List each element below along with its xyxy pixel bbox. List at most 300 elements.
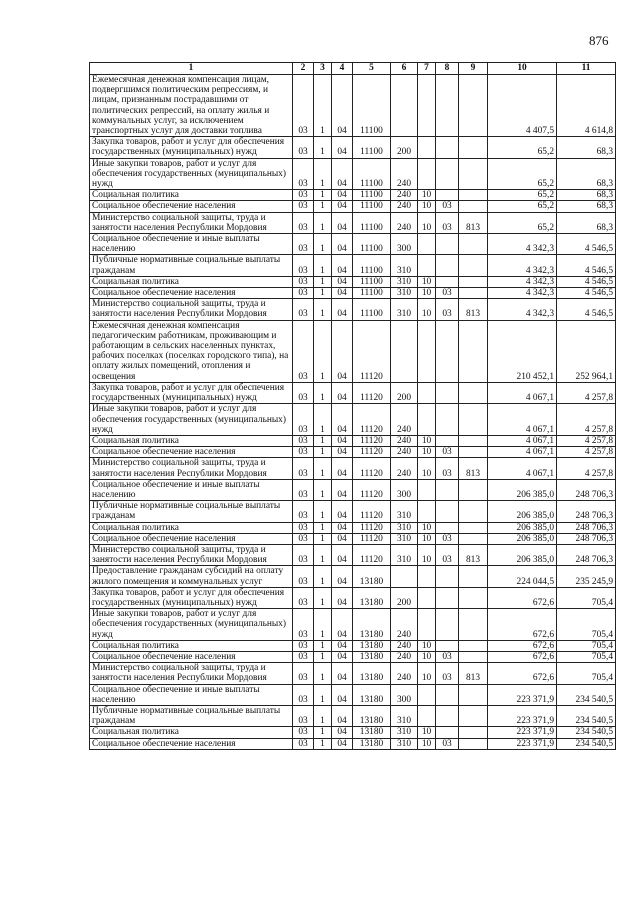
code-cell: 11100 [353,234,391,255]
amount-cell: 248 706,3 [557,533,616,544]
code-cell [459,255,488,276]
code-cell: 11120 [353,382,391,403]
amount-cell: 234 540,5 [557,684,616,705]
code-cell: 1 [314,299,332,320]
code-cell: 04 [332,201,353,212]
code-cell [459,705,488,726]
code-cell: 300 [391,684,418,705]
table-row [90,663,616,684]
code-cell: 1 [314,234,332,255]
amount-cell: 4 342,3 [488,288,557,299]
row-name-cell: Социальное обеспечение населения [90,447,293,458]
code-cell [459,447,488,458]
code-cell [391,566,418,587]
column-header: 5 [353,63,391,75]
code-cell [459,201,488,212]
code-cell [459,404,488,436]
code-cell: 11120 [353,501,391,522]
row-name-cell: Социальная политика [90,435,293,446]
code-cell [436,435,459,446]
amount-cell: 252 964,1 [557,320,616,382]
code-cell: 04 [332,533,353,544]
table-row [90,587,616,608]
amount-cell: 248 706,3 [557,522,616,533]
code-cell: 03 [436,651,459,662]
code-cell: 04 [332,458,353,479]
row-name-cell: Социальная политика [90,522,293,533]
amount-cell: 705,4 [557,663,616,684]
amount-cell: 4 067,1 [488,382,557,403]
table-row [90,288,616,299]
row-name-cell: Иные закупки товаров, работ и услуг для обеспечения государственных (муниципальных) нужд [90,404,293,436]
code-cell: 03 [293,255,314,276]
row-name-cell: Министерство социальной защиты, труда и занятости населения Республики Мордовия [90,212,293,233]
code-cell: 04 [332,255,353,276]
code-cell [459,75,488,137]
column-header: 7 [418,63,436,75]
code-cell [436,587,459,608]
amount-cell: 672,6 [488,651,557,662]
code-cell: 03 [436,738,459,749]
amount-cell: 248 706,3 [557,501,616,522]
code-cell: 1 [314,544,332,565]
code-cell [436,705,459,726]
code-cell: 11120 [353,533,391,544]
code-cell: 310 [391,533,418,544]
code-cell [436,255,459,276]
code-cell: 04 [332,137,353,158]
code-cell: 03 [293,479,314,500]
table-row [90,684,616,705]
table-row [90,651,616,662]
code-cell: 240 [391,404,418,436]
amount-cell: 224 044,5 [488,566,557,587]
code-cell: 1 [314,458,332,479]
code-cell: 03 [293,684,314,705]
table-row [90,738,616,749]
code-cell: 03 [293,501,314,522]
table-row [90,320,616,382]
column-header: 10 [488,63,557,75]
table-row [90,479,616,500]
amount-cell: 65,2 [488,212,557,233]
row-name-cell: Социальная политика [90,190,293,201]
table-row [90,158,616,190]
row-name-cell: Министерство социальной защиты, труда и занятости населения Республики Мордовия [90,458,293,479]
code-cell: 1 [314,684,332,705]
amount-cell: 65,2 [488,190,557,201]
code-cell: 04 [332,299,353,320]
amount-cell: 4 067,1 [488,404,557,436]
code-cell [418,75,436,137]
code-cell: 10 [418,435,436,446]
code-cell: 04 [332,404,353,436]
code-cell [459,190,488,201]
table-header-row [90,63,616,75]
code-cell: 11100 [353,255,391,276]
code-cell [459,738,488,749]
row-name-cell: Социальное обеспечение и иные выплаты населению [90,684,293,705]
code-cell: 04 [332,640,353,651]
code-cell: 813 [459,212,488,233]
code-cell: 1 [314,382,332,403]
code-cell: 04 [332,705,353,726]
table-row [90,640,616,651]
code-cell: 03 [293,544,314,565]
code-cell: 13180 [353,705,391,726]
code-cell: 03 [293,458,314,479]
code-cell: 1 [314,212,332,233]
amount-cell: 68,3 [557,190,616,201]
amount-cell: 68,3 [557,158,616,190]
code-cell [418,501,436,522]
amount-cell: 210 452,1 [488,320,557,382]
code-cell: 13180 [353,609,391,641]
code-cell: 1 [314,288,332,299]
code-cell: 11120 [353,320,391,382]
code-cell [459,276,488,287]
code-cell: 10 [418,727,436,738]
amount-cell: 4 546,5 [557,299,616,320]
code-cell: 04 [332,447,353,458]
code-cell: 200 [391,137,418,158]
amount-cell: 68,3 [557,201,616,212]
code-cell: 1 [314,533,332,544]
table-row [90,609,616,641]
amount-cell: 65,2 [488,158,557,190]
code-cell: 240 [391,435,418,446]
code-cell: 1 [314,587,332,608]
code-cell [459,234,488,255]
amount-cell: 672,6 [488,663,557,684]
code-cell [418,705,436,726]
code-cell: 13180 [353,738,391,749]
amount-cell: 672,6 [488,609,557,641]
code-cell: 04 [332,158,353,190]
table-row [90,727,616,738]
row-name-cell: Министерство социальной защиты, труда и занятости населения Республики Мордовия [90,299,293,320]
code-cell [418,404,436,436]
code-cell: 13180 [353,566,391,587]
row-name-cell: Социальное обеспечение населения [90,738,293,749]
column-header: 8 [436,63,459,75]
code-cell: 310 [391,288,418,299]
row-name-cell: Закупка товаров, работ и услуг для обеспечения государственных (муниципальных) нужд [90,587,293,608]
code-cell: 03 [293,382,314,403]
code-cell: 200 [391,587,418,608]
code-cell [418,566,436,587]
code-cell: 03 [436,212,459,233]
code-cell [436,137,459,158]
row-name-cell: Публичные нормативные социальные выплаты гражданам [90,255,293,276]
amount-cell: 4 407,5 [488,75,557,137]
amount-cell: 206 385,0 [488,533,557,544]
row-name-cell: Закупка товаров, работ и услуг для обеспечения государственных (муниципальных) нужд [90,382,293,403]
code-cell: 04 [332,276,353,287]
code-cell: 10 [418,651,436,662]
code-cell: 04 [332,288,353,299]
column-header: 6 [391,63,418,75]
code-cell: 04 [332,587,353,608]
code-cell: 1 [314,727,332,738]
code-cell: 200 [391,382,418,403]
row-name-cell: Публичные нормативные социальные выплаты гражданам [90,501,293,522]
code-cell: 1 [314,201,332,212]
code-cell: 1 [314,404,332,436]
code-cell: 03 [293,201,314,212]
code-cell: 310 [391,299,418,320]
code-cell: 240 [391,212,418,233]
amount-cell: 223 371,9 [488,727,557,738]
amount-cell: 206 385,0 [488,522,557,533]
code-cell: 1 [314,522,332,533]
amount-cell: 4 257,8 [557,435,616,446]
row-name-cell: Социальное обеспечение населения [90,651,293,662]
amount-cell: 672,6 [488,640,557,651]
code-cell: 03 [293,587,314,608]
table-row [90,544,616,565]
code-cell: 04 [332,234,353,255]
row-name-cell: Предоставление гражданам субсидий на оплату жилого помещения и коммунальных услуг [90,566,293,587]
code-cell [418,587,436,608]
code-cell [459,288,488,299]
code-cell: 04 [332,190,353,201]
code-cell [459,609,488,641]
amount-cell: 223 371,9 [488,684,557,705]
code-cell: 1 [314,435,332,446]
code-cell: 11100 [353,288,391,299]
code-cell: 10 [418,522,436,533]
code-cell [459,522,488,533]
table-row [90,190,616,201]
column-header: 11 [557,63,616,75]
amount-cell: 4 067,1 [488,435,557,446]
code-cell [436,479,459,500]
code-cell: 03 [293,566,314,587]
code-cell: 240 [391,609,418,641]
table-row [90,458,616,479]
amount-cell: 4 067,1 [488,447,557,458]
code-cell: 1 [314,479,332,500]
code-cell: 10 [418,299,436,320]
amount-cell: 4 257,8 [557,447,616,458]
amount-cell: 705,4 [557,651,616,662]
code-cell [459,640,488,651]
code-cell: 11100 [353,201,391,212]
code-cell: 1 [314,738,332,749]
code-cell: 03 [293,705,314,726]
table-row [90,75,616,137]
code-cell: 03 [436,447,459,458]
code-cell [436,234,459,255]
page-number: 876 [589,33,609,48]
code-cell [436,684,459,705]
code-cell [391,320,418,382]
code-cell: 04 [332,75,353,137]
code-cell [459,566,488,587]
code-cell: 10 [418,663,436,684]
code-cell: 03 [436,288,459,299]
code-cell [436,501,459,522]
code-cell [436,382,459,403]
code-cell [436,404,459,436]
row-name-cell: Социальное обеспечение населения [90,533,293,544]
amount-cell: 4 257,8 [557,382,616,403]
code-cell: 1 [314,158,332,190]
table-row [90,447,616,458]
column-header: 1 [90,63,293,75]
code-cell: 04 [332,651,353,662]
amount-cell: 4 546,5 [557,255,616,276]
amount-cell: 235 245,9 [557,566,616,587]
row-name-cell: Министерство социальной защиты, труда и занятости населения Республики Мордовия [90,544,293,565]
code-cell: 1 [314,663,332,684]
code-cell [459,382,488,403]
code-cell: 03 [293,651,314,662]
code-cell: 04 [332,544,353,565]
code-cell: 1 [314,566,332,587]
code-cell: 10 [418,533,436,544]
code-cell: 310 [391,705,418,726]
code-cell: 310 [391,738,418,749]
code-cell: 11100 [353,190,391,201]
code-cell: 03 [436,299,459,320]
row-name-cell: Ежемесячная денежная компенсация лицам, подвергшимся политическим репрессиям, и лицам, признанным пострадавшими от политических репрессий, на оплату жилья и коммунальных услуг, за исключением транспортных услуг для доставки топлива [90,75,293,137]
code-cell: 04 [332,684,353,705]
code-cell: 13180 [353,663,391,684]
column-header: 3 [314,63,332,75]
code-cell: 310 [391,522,418,533]
code-cell: 03 [293,288,314,299]
code-cell [418,382,436,403]
code-cell: 11120 [353,479,391,500]
code-cell: 240 [391,651,418,662]
code-cell: 310 [391,501,418,522]
code-cell: 11120 [353,447,391,458]
code-cell: 04 [332,320,353,382]
code-cell: 11100 [353,137,391,158]
code-cell: 03 [293,404,314,436]
amount-cell: 234 540,5 [557,727,616,738]
code-cell: 03 [293,75,314,137]
code-cell: 11100 [353,276,391,287]
row-name-cell: Социальное обеспечение населения [90,201,293,212]
amount-cell: 4 067,1 [488,458,557,479]
code-cell: 11120 [353,522,391,533]
code-cell: 03 [293,522,314,533]
column-header: 4 [332,63,353,75]
code-cell: 11120 [353,435,391,446]
code-cell: 240 [391,663,418,684]
code-cell: 03 [293,738,314,749]
code-cell: 1 [314,705,332,726]
code-cell: 03 [293,640,314,651]
amount-cell: 65,2 [488,201,557,212]
code-cell [459,479,488,500]
code-cell: 813 [459,544,488,565]
row-name-cell: Социальная политика [90,640,293,651]
code-cell: 04 [332,382,353,403]
code-cell: 03 [293,533,314,544]
amount-cell: 234 540,5 [557,738,616,749]
table-row [90,705,616,726]
code-cell: 1 [314,640,332,651]
code-cell: 13180 [353,587,391,608]
table-row [90,201,616,212]
column-header: 9 [459,63,488,75]
table-row [90,522,616,533]
row-name-cell: Иные закупки товаров, работ и услуг для обеспечения государственных (муниципальных) нужд [90,609,293,641]
code-cell: 04 [332,663,353,684]
code-cell [459,320,488,382]
code-cell [418,609,436,641]
code-cell [459,501,488,522]
code-cell: 11100 [353,299,391,320]
amount-cell: 223 371,9 [488,705,557,726]
code-cell: 1 [314,501,332,522]
code-cell: 13180 [353,651,391,662]
code-cell: 10 [418,544,436,565]
code-cell: 03 [293,435,314,446]
code-cell: 04 [332,501,353,522]
code-cell [418,320,436,382]
row-name-cell: Социальная политика [90,276,293,287]
amount-cell: 4 257,8 [557,404,616,436]
code-cell [418,234,436,255]
row-name-cell: Социальное обеспечение населения [90,288,293,299]
row-name-cell: Социальное обеспечение и иные выплаты населению [90,234,293,255]
code-cell [459,137,488,158]
code-cell: 10 [418,458,436,479]
code-cell: 03 [293,212,314,233]
code-cell [418,158,436,190]
code-cell: 10 [418,447,436,458]
table-row [90,533,616,544]
code-cell: 13180 [353,684,391,705]
code-cell [436,727,459,738]
amount-cell: 705,4 [557,640,616,651]
code-cell: 04 [332,727,353,738]
code-cell: 10 [418,288,436,299]
amount-cell: 223 371,9 [488,738,557,749]
code-cell: 310 [391,255,418,276]
amount-cell: 4 546,5 [557,288,616,299]
code-cell: 03 [293,447,314,458]
row-name-cell: Социальная политика [90,727,293,738]
table-row [90,234,616,255]
code-cell [459,435,488,446]
amount-cell: 4 257,8 [557,458,616,479]
row-name-cell: Ежемесячная денежная компенсация педагогическим работникам, проживающим и работающим в сельских населенных пунктах, рабочих поселках (поселках городского типа), на оплату жилых помещений, отопления и освещения [90,320,293,382]
code-cell: 04 [332,435,353,446]
amount-cell: 705,4 [557,587,616,608]
row-name-cell: Социальное обеспечение и иные выплаты населению [90,479,293,500]
code-cell: 10 [418,738,436,749]
code-cell: 03 [293,158,314,190]
code-cell: 813 [459,663,488,684]
table-row [90,435,616,446]
code-cell: 03 [293,190,314,201]
code-cell: 04 [332,479,353,500]
code-cell: 1 [314,609,332,641]
code-cell: 03 [436,533,459,544]
amount-cell: 4 342,3 [488,299,557,320]
code-cell: 1 [314,320,332,382]
code-cell: 240 [391,640,418,651]
amount-cell: 4 546,5 [557,234,616,255]
code-cell: 03 [436,544,459,565]
row-name-cell: Иные закупки товаров, работ и услуг для обеспечения государственных (муниципальных) нужд [90,158,293,190]
